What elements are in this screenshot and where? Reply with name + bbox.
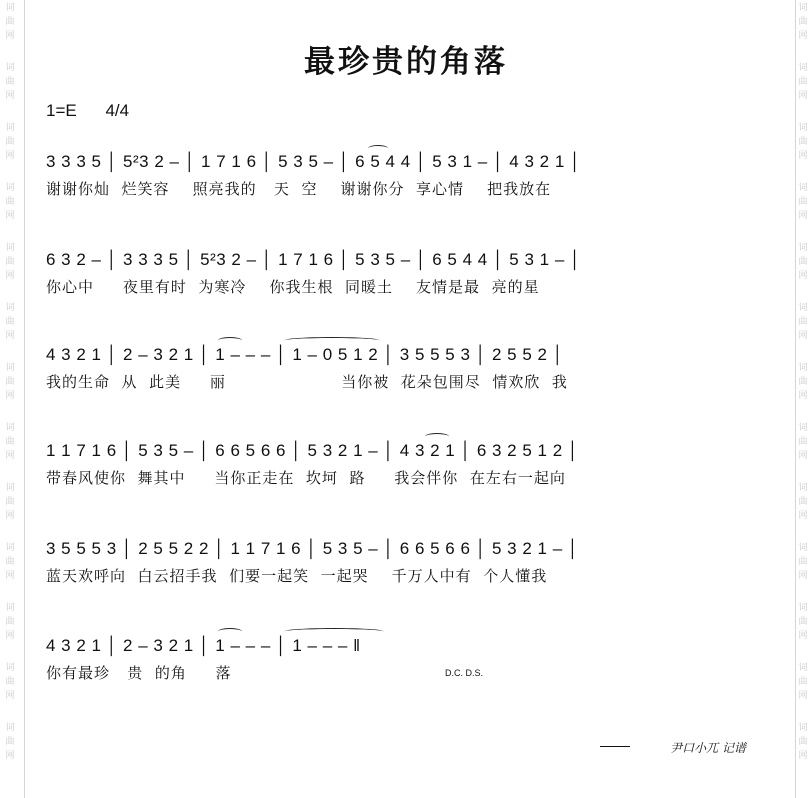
watermark-glyph: 网 bbox=[5, 571, 15, 581]
watermark-glyph: 词 bbox=[798, 183, 808, 193]
watermark-glyph: 网 bbox=[5, 631, 15, 641]
watermark-glyph: 网 bbox=[798, 31, 808, 41]
watermark-glyph: 词 bbox=[5, 183, 15, 193]
transcriber-credit: 尹口小兀 记谱 bbox=[670, 741, 746, 755]
tie-mark bbox=[284, 628, 384, 635]
watermark-glyph: 曲 bbox=[798, 677, 808, 687]
watermark-glyph: 词 bbox=[798, 483, 808, 493]
watermark-glyph: 词 bbox=[5, 123, 15, 133]
lyrics-row-3: 我的生命 从 此美 丽 当你被 花朵包围尽 情欢欣 我 bbox=[46, 373, 568, 391]
watermark-glyph: 曲 bbox=[5, 737, 15, 747]
watermark-glyph: 曲 bbox=[798, 497, 808, 507]
watermark-glyph: 曲 bbox=[5, 557, 15, 567]
watermark-glyph: 词 bbox=[798, 243, 808, 253]
watermark-glyph: 词 bbox=[798, 423, 808, 433]
notes-row-5: 3 5 5 5 3 │ 2 5 5 2 2 │ 1 1 7 1 6 │ 5 3 5 – │ 6 6 5 6 6 │ 5 3 2 1 – │ bbox=[46, 539, 580, 558]
watermark-glyph: 网 bbox=[798, 631, 808, 641]
watermark-glyph: 词 bbox=[798, 3, 808, 13]
watermark-glyph: 曲 bbox=[798, 17, 808, 27]
score-row-2 bbox=[0, 250, 812, 330]
watermark-glyph: 词 bbox=[798, 723, 808, 733]
watermark-glyph: 曲 bbox=[5, 437, 15, 447]
watermark-glyph: 网 bbox=[5, 211, 15, 221]
watermark-glyph: 曲 bbox=[5, 497, 15, 507]
watermark-glyph: 网 bbox=[5, 691, 15, 701]
score-row-1 bbox=[0, 152, 812, 232]
watermark-glyph: 网 bbox=[798, 271, 808, 281]
notes-row-6: 4 3 2 1 │ 2 – 3 2 1 │ 1 – – – │ 1 – – – ‖ bbox=[46, 636, 361, 655]
watermark-glyph: 曲 bbox=[798, 257, 808, 267]
watermark-glyph: 曲 bbox=[5, 17, 15, 27]
watermark-glyph: 曲 bbox=[798, 197, 808, 207]
tie-mark bbox=[368, 145, 388, 152]
watermark-glyph: 曲 bbox=[5, 197, 15, 207]
score-row-5 bbox=[0, 539, 812, 619]
score-row-6 bbox=[0, 636, 812, 716]
watermark-glyph: 曲 bbox=[5, 77, 15, 87]
watermark-glyph: 网 bbox=[5, 751, 15, 761]
watermark-glyph: 网 bbox=[798, 91, 808, 101]
watermark-glyph: 词 bbox=[5, 423, 15, 433]
watermark-glyph: 词 bbox=[5, 723, 15, 733]
watermark-glyph: 网 bbox=[798, 331, 808, 341]
watermark-glyph: 网 bbox=[798, 211, 808, 221]
watermark-glyph: 网 bbox=[798, 451, 808, 461]
watermark-glyph: 曲 bbox=[5, 257, 15, 267]
watermark-glyph: 曲 bbox=[798, 557, 808, 567]
watermark-glyph: 词 bbox=[5, 303, 15, 313]
watermark-glyph: 词 bbox=[5, 3, 15, 13]
watermark-glyph: 词 bbox=[5, 63, 15, 73]
score-row-3 bbox=[0, 345, 812, 425]
lyrics-row-4: 带春风使你 舞其中 当你正走在 坎坷 路 我会伴你 在左右一起向 bbox=[46, 469, 566, 487]
watermark-glyph: 网 bbox=[5, 31, 15, 41]
watermark-glyph: 词 bbox=[798, 543, 808, 553]
watermark-glyph: 网 bbox=[5, 511, 15, 521]
watermark-glyph: 词 bbox=[798, 603, 808, 613]
credit-dash bbox=[600, 746, 630, 747]
watermark-glyph: 词 bbox=[5, 663, 15, 673]
watermark-glyph: 曲 bbox=[798, 317, 808, 327]
watermark-glyph: 网 bbox=[798, 751, 808, 761]
tie-mark bbox=[284, 337, 380, 344]
watermark-glyph: 词 bbox=[798, 123, 808, 133]
watermark-glyph: 词 bbox=[798, 63, 808, 73]
notes-row-1: 3 3 3 5 │ 5²3 2 – │ 1 7 1 6 │ 5 3 5 – │ 6 5 4 4 │ 5 3 1 – │ 4 3 2 1 │ bbox=[46, 152, 582, 171]
lyrics-row-2: 你心中 夜里有时 为寒冷 你我生根 同暖土 友情是最 亮的星 bbox=[46, 278, 540, 296]
watermark-glyph: 曲 bbox=[5, 317, 15, 327]
tie-mark bbox=[425, 433, 449, 440]
watermark-glyph: 网 bbox=[798, 391, 808, 401]
watermark-glyph: 网 bbox=[798, 691, 808, 701]
watermark-glyph: 曲 bbox=[798, 437, 808, 447]
time-signature: 4/4 bbox=[105, 101, 130, 120]
watermark-glyph: 网 bbox=[798, 571, 808, 581]
watermark-glyph: 曲 bbox=[798, 137, 808, 147]
watermark-glyph: 曲 bbox=[798, 737, 808, 747]
watermark-glyph: 曲 bbox=[798, 77, 808, 87]
watermark-glyph: 网 bbox=[5, 331, 15, 341]
watermark-glyph: 词 bbox=[5, 603, 15, 613]
watermark-glyph: 曲 bbox=[5, 137, 15, 147]
song-title: 最珍贵的角落 bbox=[304, 44, 508, 80]
score-row-4 bbox=[0, 441, 812, 521]
watermark-glyph: 网 bbox=[798, 151, 808, 161]
watermark-glyph: 网 bbox=[5, 271, 15, 281]
lyrics-row-1: 谢谢你灿 烂笑容 照亮我的 天 空 谢谢你分 享心情 把我放在 bbox=[46, 180, 552, 198]
watermark-glyph: 曲 bbox=[5, 617, 15, 627]
watermark-glyph: 网 bbox=[5, 391, 15, 401]
watermark-glyph: 词 bbox=[798, 303, 808, 313]
watermark-glyph: 网 bbox=[5, 151, 15, 161]
lyrics-row-6: 你有最珍 贵 的角 落 bbox=[46, 664, 232, 682]
watermark-glyph: 曲 bbox=[5, 377, 15, 387]
watermark-glyph: 词 bbox=[5, 543, 15, 553]
watermark-glyph: 词 bbox=[5, 363, 15, 373]
watermark-glyph: 网 bbox=[5, 451, 15, 461]
notes-row-4: 1 1 7 1 6 │ 5 3 5 – │ 6 6 5 6 6 │ 5 3 2 1 – │ 4 3 2 1 │ 6 3 2 5 1 2 │ bbox=[46, 441, 580, 460]
watermark-glyph: 网 bbox=[5, 91, 15, 101]
watermark-glyph: 词 bbox=[798, 363, 808, 373]
notes-row-3: 4 3 2 1 │ 2 – 3 2 1 │ 1 – – – │ 1 – 0 5 1 2 │ 3 5 5 5 3 │ 2 5 5 2 │ bbox=[46, 345, 564, 364]
repeat-mark: D.C. D.S. bbox=[445, 668, 484, 678]
tie-mark bbox=[218, 337, 242, 344]
watermark-glyph: 曲 bbox=[5, 677, 15, 687]
watermark-glyph: 网 bbox=[798, 511, 808, 521]
watermark-glyph: 词 bbox=[5, 243, 15, 253]
watermark-glyph: 词 bbox=[5, 483, 15, 493]
watermark-glyph: 曲 bbox=[798, 377, 808, 387]
notes-row-2: 6 3 2 – │ 3 3 3 5 │ 5²3 2 – │ 1 7 1 6 │ 5 3 5 – │ 6 5 4 4 │ 5 3 1 – │ bbox=[46, 250, 582, 269]
watermark-glyph: 曲 bbox=[798, 617, 808, 627]
tie-mark bbox=[218, 628, 242, 635]
key-signature bbox=[46, 101, 129, 121]
key-label: 1=E bbox=[46, 101, 77, 120]
watermark-glyph: 词 bbox=[798, 663, 808, 673]
lyrics-row-5: 蓝天欢呼向 白云招手我 们要一起笑 一起哭 千万人中有 个人懂我 bbox=[46, 567, 548, 585]
